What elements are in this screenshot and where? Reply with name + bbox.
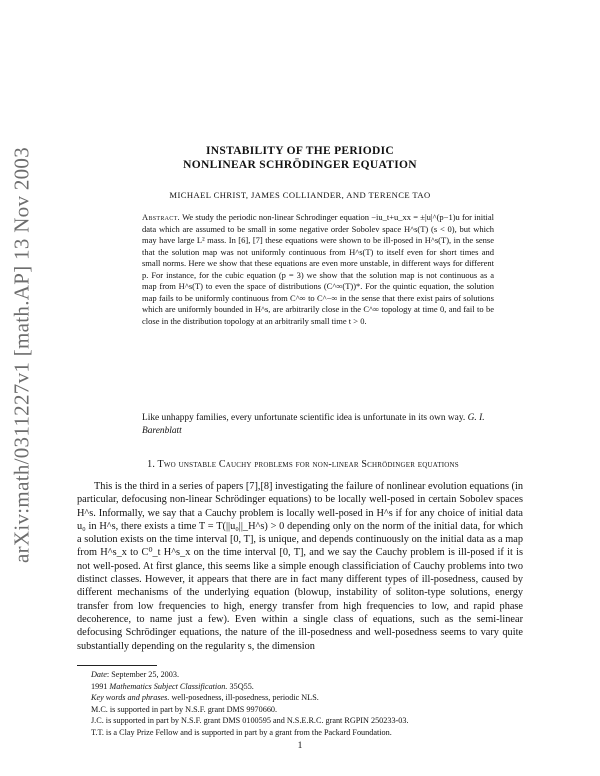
title-line-1: INSTABILITY OF THE PERIODIC — [206, 145, 394, 157]
footnote-rule — [77, 665, 157, 666]
abstract-label: Abstract. — [142, 212, 180, 222]
authors: MICHAEL CHRIST, JAMES COLLIANDER, AND TERENCE TAO — [169, 190, 431, 200]
footnote-msc-year: 1991 — [91, 681, 110, 691]
footnote-tt: T.T. is a Clay Prize Fellow and is supported in part by a grant from the Packard Foundation. — [91, 727, 392, 737]
body-paragraph: This is the third in a series of papers [7],[8] investigating the failure of nonlinear evolution equations (in particular, defocusing non-linear Schrödinger equations) to be locally well-posed in certain Sobolev spaces H^s. Informally, we say that a Cauchy problem is locally well-posed in H^s if for any choice of initial data u₀ in H^s, there exists a time T = T(||u₀||_H^s) > 0 depending only on the norm of the initial data, for which a solution exists on the time interval [0, T], is unique, and depends continuously on the initial data as a map from H^s_x to C⁰_t H^s_x on the time interval [0, T], and we say the Cauchy problem is ill-posed if it is not well-posed. At first glance, this seems like a simple enough classificiation of Cauchy problems into two distinct classes. However, it appears that there are in fact many different types of ill-posedness, caused by different mechanisms of the underlying equation (blowup, instability of soliton-type solutions, energy transfer from low frequencies to high, energy transfer from high frequencies to low, and rapid phase decoherence, to name just a few). Even within a single class of equations, such as the semi-linear defocusing Schrödinger equations, the nature of the ill-posedness and well-posedness seems to vary quite substantially depending on the regularity s, the dimension — [77, 481, 523, 652]
arxiv-stamp — [4, 130, 40, 580]
epigraph-attribution: G. I. Barenblatt — [142, 413, 485, 436]
footnote-keywords-label: Key words and phrases. — [91, 693, 170, 703]
footnote-date — [77, 669, 523, 681]
footnote-msc — [77, 681, 523, 693]
title-line-2: NONLINEAR SCHRÖDINGER EQUATION — [183, 159, 417, 171]
body-text — [77, 480, 523, 653]
epigraph-text: Like unhappy families, every unfortunate scientific idea is unfortunate in its own way. — [142, 413, 466, 423]
abstract — [142, 212, 494, 327]
footnote-date-label: Date — [91, 670, 107, 679]
footnote-keywords-value: well-posedness, ill-posedness, periodic NLS. — [169, 693, 319, 703]
footnote-mc: M.C. is supported in part by N.S.F. grant DMS 9970660. — [91, 704, 278, 714]
footnote-msc-label: Mathematics Subject Classification. — [109, 681, 228, 691]
footnotes — [77, 669, 523, 739]
abstract-text: We study the periodic non-linear Schrodinger equation −iu_t+u_xx = ±|u|^(p−1)u for initial data which are assumed to be small in some negative order Sobolev space H^s(T) (s < 0), but which may have large L² mass. In [6], [7] these equations were shown to be ill-posed in H^s(T), in the sense that the solution map was not uniformly continuous from H^s(T) to itself even for short times and small norms. Here we show that these equations are even more unstable, in different ways for different p. For instance, for the cubic equation (p = 3) we show that the solution map is not continuous as a map from H^s(T) to even the space of distributions (C^∞(T))*. For the quintic equation, the solution map fails to be uniformly continuous from C^∞ to C^−∞ in the sense that there exist pairs of solutions which are uniformly bounded in H^s, are arbitrarily close in the C^∞ topology at time 0, and fail to be close in the distribution topology at an arbitrarily small time t > 0. — [142, 212, 494, 326]
section-heading: 1. Two unstable Cauchy problems for non-linear Schrödinger equations — [147, 459, 459, 470]
epigraph — [142, 412, 494, 438]
arxiv-id: arXiv:math/0311227v1 [math.AP] 13 Nov 2003 — [9, 146, 34, 564]
footnote-keywords — [77, 692, 523, 704]
footnote-jc: J.C. is supported in part by N.S.F. grant DMS 0100595 and N.S.E.R.C. grant RGPIN 250233-03. — [91, 716, 409, 726]
footnote-msc-value: 35Q55. — [227, 681, 254, 691]
page-number: 1 — [297, 741, 303, 751]
footnote-date-value: : September 25, 2003. — [106, 670, 180, 679]
